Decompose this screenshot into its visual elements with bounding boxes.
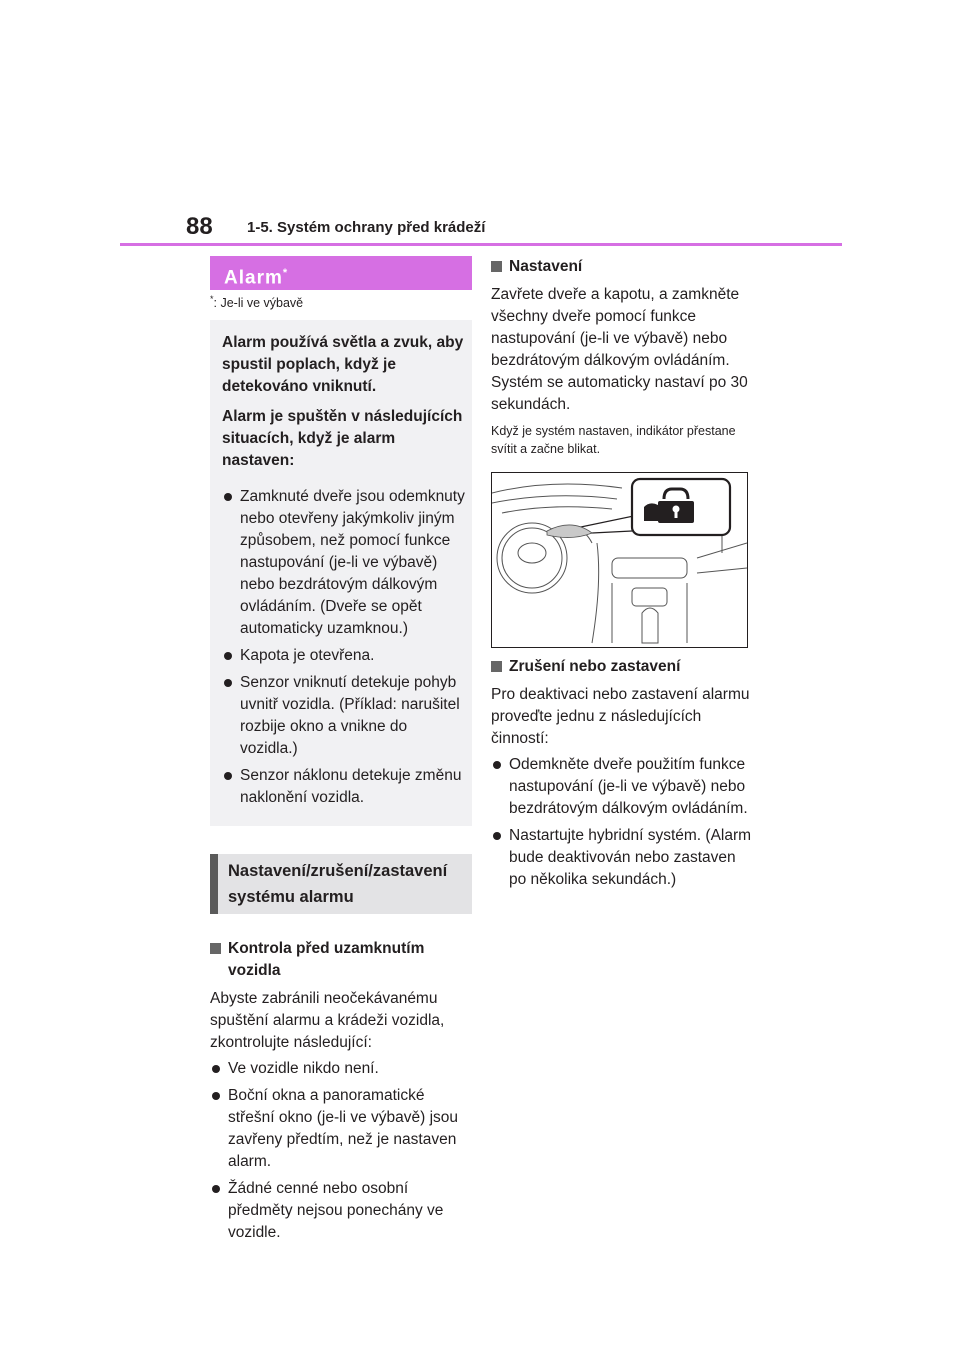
list-item [210, 1178, 472, 1244]
setting-text: Zavřete dveře a kapotu, a zamkněte všechny dveře pomocí funkce nastupování (je-li ve výbavě) nebo bezdrátovým dálkovým ovládáním. Systém se automaticky nastaví po 30 sekundách. [491, 286, 748, 413]
bullet-icon [493, 761, 501, 769]
list-item-text: Ve vozidle nikdo není. [228, 1060, 379, 1078]
cancel-block [491, 656, 753, 891]
info-bold-2: Alarm je spuštěn v následujících situacích, když je alarm nastaven: [222, 408, 463, 470]
list-item-text: Kapota je otevřena. [240, 647, 375, 665]
setting-note: Když je systém nastaven, indikátor přestane svítit a začne blikat. [491, 424, 736, 456]
list-item [491, 754, 753, 820]
list-item-text: Odemkněte dveře použitím funkce nastupování (je-li ve výbavě) nebo bezdrátovým dálkovým ovládáním. [509, 756, 748, 817]
list-item-text: Žádné cenné nebo osobní předměty nejsou ponechány ve vozidle. [228, 1180, 444, 1242]
list-item [222, 645, 466, 667]
bullet-icon [224, 493, 232, 501]
bullet-icon [212, 1092, 220, 1100]
bullet-icon [493, 832, 501, 840]
list-item-text: Senzor vniknutí detekuje pohyb uvnitř vozidla. (Příklad: narušitel rozbije okno a vnikne do vozidla.) [240, 674, 460, 758]
cancel-text: Pro deaktivaci nebo zastavení alarmu proveďte jednu z následujících činností: [491, 686, 750, 747]
list-item [491, 825, 753, 891]
left-column [210, 256, 472, 1249]
right-column [491, 256, 753, 896]
footnote-text: : Je-li ve výbavě [213, 296, 304, 311]
bullet-icon [212, 1185, 220, 1193]
alarm-info-box [210, 320, 472, 826]
section-title: 1-5. Systém ochrany před krádeží [247, 219, 486, 236]
list-item-text: Senzor náklonu detekuje změnu naklonění vozidla. [240, 767, 462, 807]
check-heading-text: Kontrola před uzamknutím vozidla [228, 940, 425, 980]
alarm-heading [210, 256, 472, 290]
list-item-text: Boční okna a panoramatické střešní okno (je-li ve výbavě) jsou zavřeny předtím, než je nastaven alarm. [228, 1087, 459, 1171]
check-heading [210, 938, 472, 982]
info-bold-1: Alarm používá světla a zvuk, aby spustil poplach, když je detekováno vniknutí. [222, 334, 464, 396]
list-item [210, 1058, 472, 1080]
info-bullet-list [222, 486, 466, 809]
list-item [210, 1085, 472, 1173]
list-item [222, 486, 466, 640]
footnote [210, 294, 472, 310]
dashboard-illustration [491, 472, 748, 648]
square-bullet-icon [210, 943, 221, 954]
setting-heading [491, 256, 753, 278]
alarm-heading-mark: * [282, 267, 289, 279]
header-rule [120, 243, 842, 246]
dashboard-drawing [492, 473, 747, 647]
footnote-mark: * [210, 294, 214, 304]
check-bullet-list [210, 1058, 472, 1244]
setting-heading-text: Nastavení [509, 258, 583, 275]
page-number: 88 [186, 213, 213, 240]
cancel-bullet-list [491, 754, 753, 891]
bullet-icon [224, 772, 232, 780]
square-bullet-icon [491, 661, 502, 672]
check-block [210, 938, 472, 1244]
setting-section-heading: Nastavení/zrušení/zastavení systému alarmu [210, 854, 472, 914]
check-text: Abyste zabránili neočekávanému spuštění alarmu a krádeži vozidla, zkontrolujte následující: [210, 990, 445, 1052]
list-item-text: Nastartujte hybridní systém. (Alarm bude deaktivován nebo zastaven po několika sekundách.) [509, 827, 752, 888]
cancel-heading [491, 656, 753, 678]
list-item-text: Zamknuté dveře jsou odemknuty nebo otevřeny jakýmkoliv jiným způsobem, než pomocí funkce nastupování (je-li ve výbavě) nebo bezdrátovým dálkovým ovládáním. (Dveře se opět automaticky uzamknou.) [240, 488, 465, 638]
list-item [222, 672, 466, 760]
bullet-icon [212, 1065, 220, 1073]
alarm-heading-text: Alarm [224, 267, 283, 289]
bullet-icon [224, 652, 232, 660]
bullet-icon [224, 679, 232, 687]
square-bullet-icon [491, 261, 502, 272]
cancel-heading-text: Zrušení nebo zastavení [509, 658, 681, 675]
list-item [222, 765, 466, 809]
